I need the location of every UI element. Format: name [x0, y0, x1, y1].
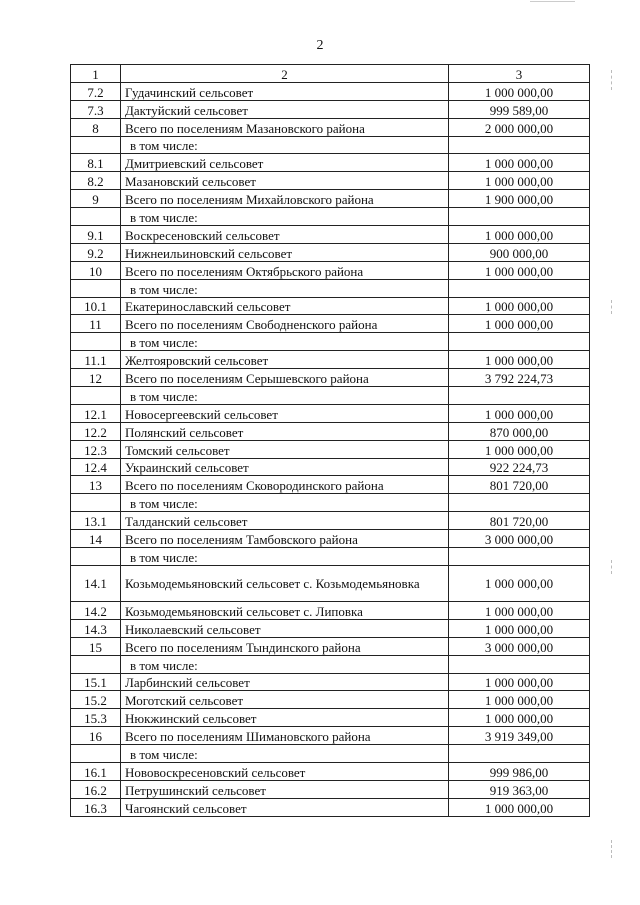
- row-amount-cell: [449, 494, 590, 512]
- row-number-cell: 8.1: [71, 154, 121, 172]
- row-name-cell: Всего по поселениям Тындинского района: [121, 637, 449, 655]
- row-name-cell: Всего по поселениям Октябрьского района: [121, 261, 449, 279]
- row-name-cell: Ларбинский сельсовет: [121, 673, 449, 691]
- row-amount-cell: 3 919 349,00: [449, 727, 590, 745]
- row-amount-cell: 919 363,00: [449, 780, 590, 798]
- table-row: [71, 673, 590, 691]
- row-number-cell: 15.2: [71, 691, 121, 709]
- scan-artifact: [611, 70, 612, 90]
- row-number-cell: 14: [71, 530, 121, 548]
- row-amount-cell: 999 986,00: [449, 762, 590, 780]
- row-name-cell: в том числе:: [121, 387, 449, 405]
- row-name-cell: Козьмодемьяновский сельсовет с. Козьмодемьяновка: [121, 565, 449, 601]
- table-body: [71, 65, 590, 817]
- row-name-cell: Моготский сельсовет: [121, 691, 449, 709]
- table-row: [71, 315, 590, 333]
- row-amount-cell: 1 000 000,00: [449, 709, 590, 727]
- table-row: [71, 172, 590, 190]
- row-name-cell: Екатеринославский сельсовет: [121, 297, 449, 315]
- table-row: [71, 762, 590, 780]
- row-name-cell: Петрушинский сельсовет: [121, 780, 449, 798]
- row-name-cell: в том числе:: [121, 333, 449, 351]
- table-row: [71, 261, 590, 279]
- row-number-cell: 16.1: [71, 762, 121, 780]
- table-row: [71, 100, 590, 118]
- table-row: [71, 333, 590, 351]
- header-col-3: 3: [449, 65, 590, 83]
- row-number-cell: 12.3: [71, 440, 121, 458]
- row-number-cell: 12: [71, 369, 121, 387]
- header-col-1: 1: [71, 65, 121, 83]
- row-name-cell: Нижнеильиновский сельсовет: [121, 243, 449, 261]
- row-number-cell: 13: [71, 476, 121, 494]
- table-header-row: [71, 65, 590, 83]
- row-name-cell: Всего по поселениям Сковородинского района: [121, 476, 449, 494]
- table-row: [71, 780, 590, 798]
- row-name-cell: Томский сельсовет: [121, 440, 449, 458]
- row-amount-cell: 900 000,00: [449, 243, 590, 261]
- row-amount-cell: 870 000,00: [449, 422, 590, 440]
- scan-artifact: [530, 1, 575, 2]
- row-name-cell: Нововоскресеновский сельсовет: [121, 762, 449, 780]
- row-amount-cell: 1 000 000,00: [449, 619, 590, 637]
- table-row: [71, 297, 590, 315]
- row-number-cell: [71, 387, 121, 405]
- row-name-cell: Козьмодемьяновский сельсовет с. Липовка: [121, 601, 449, 619]
- table-row: [71, 190, 590, 208]
- table-row: [71, 136, 590, 154]
- row-number-cell: 10: [71, 261, 121, 279]
- table-row: [71, 494, 590, 512]
- row-name-cell: Всего по поселениям Михайловского района: [121, 190, 449, 208]
- table-row: [71, 530, 590, 548]
- row-number-cell: 15.1: [71, 673, 121, 691]
- row-name-cell: Мазановский сельсовет: [121, 172, 449, 190]
- row-number-cell: [71, 208, 121, 226]
- row-amount-cell: [449, 136, 590, 154]
- row-amount-cell: 922 224,73: [449, 458, 590, 476]
- row-number-cell: [71, 494, 121, 512]
- table-row: [71, 709, 590, 727]
- row-number-cell: [71, 745, 121, 763]
- row-number-cell: [71, 136, 121, 154]
- row-name-cell: Всего по поселениям Серышевского района: [121, 369, 449, 387]
- row-name-cell: Чагоянский сельсовет: [121, 798, 449, 816]
- table-row: [71, 279, 590, 297]
- row-number-cell: 15: [71, 637, 121, 655]
- row-name-cell: в том числе:: [121, 494, 449, 512]
- row-amount-cell: 1 900 000,00: [449, 190, 590, 208]
- row-name-cell: в том числе:: [121, 655, 449, 673]
- row-number-cell: 8.2: [71, 172, 121, 190]
- row-number-cell: 8: [71, 118, 121, 136]
- table-row: [71, 82, 590, 100]
- header-col-2: 2: [121, 65, 449, 83]
- row-number-cell: [71, 279, 121, 297]
- row-amount-cell: 1 000 000,00: [449, 82, 590, 100]
- row-amount-cell: 3 000 000,00: [449, 530, 590, 548]
- table-row: [71, 601, 590, 619]
- row-amount-cell: [449, 387, 590, 405]
- table-row: [71, 476, 590, 494]
- row-amount-cell: [449, 279, 590, 297]
- row-number-cell: [71, 655, 121, 673]
- row-number-cell: 13.1: [71, 512, 121, 530]
- row-amount-cell: 1 000 000,00: [449, 297, 590, 315]
- table-row: [71, 387, 590, 405]
- table-row: [71, 565, 590, 601]
- row-amount-cell: 1 000 000,00: [449, 261, 590, 279]
- row-number-cell: 11.1: [71, 351, 121, 369]
- row-amount-cell: 1 000 000,00: [449, 315, 590, 333]
- row-number-cell: 14.1: [71, 565, 121, 601]
- row-name-cell: Желтояровский сельсовет: [121, 351, 449, 369]
- row-number-cell: 7.2: [71, 82, 121, 100]
- row-amount-cell: 1 000 000,00: [449, 154, 590, 172]
- row-number-cell: 7.3: [71, 100, 121, 118]
- row-amount-cell: 1 000 000,00: [449, 798, 590, 816]
- row-name-cell: Всего по поселениям Мазановского района: [121, 118, 449, 136]
- row-amount-cell: 1 000 000,00: [449, 601, 590, 619]
- row-name-cell: Новосергеевский сельсовет: [121, 404, 449, 422]
- row-amount-cell: [449, 333, 590, 351]
- row-number-cell: 9.1: [71, 226, 121, 244]
- row-number-cell: 16: [71, 727, 121, 745]
- table-row: [71, 548, 590, 566]
- row-name-cell: Украинский сельсовет: [121, 458, 449, 476]
- row-name-cell: Дактуйский сельсовет: [121, 100, 449, 118]
- table-row: [71, 440, 590, 458]
- row-amount-cell: [449, 208, 590, 226]
- row-amount-cell: [449, 548, 590, 566]
- row-number-cell: 14.3: [71, 619, 121, 637]
- row-number-cell: [71, 548, 121, 566]
- row-amount-cell: 2 000 000,00: [449, 118, 590, 136]
- row-name-cell: Всего по поселениям Тамбовского района: [121, 530, 449, 548]
- row-name-cell: Полянский сельсовет: [121, 422, 449, 440]
- row-amount-cell: 3 792 224,73: [449, 369, 590, 387]
- table-row: [71, 637, 590, 655]
- row-number-cell: 9: [71, 190, 121, 208]
- row-amount-cell: 1 000 000,00: [449, 226, 590, 244]
- row-number-cell: [71, 333, 121, 351]
- row-name-cell: Гудачинский сельсовет: [121, 82, 449, 100]
- row-amount-cell: 801 720,00: [449, 476, 590, 494]
- table-row: [71, 798, 590, 816]
- table-row: [71, 691, 590, 709]
- table-row: [71, 404, 590, 422]
- row-name-cell: Воскресеновский сельсовет: [121, 226, 449, 244]
- row-name-cell: в том числе:: [121, 745, 449, 763]
- row-amount-cell: 1 000 000,00: [449, 691, 590, 709]
- table-row: [71, 727, 590, 745]
- scan-artifact: [611, 840, 612, 858]
- row-name-cell: Всего по поселениям Шимановского района: [121, 727, 449, 745]
- allocation-table: [70, 64, 590, 817]
- row-amount-cell: 1 000 000,00: [449, 351, 590, 369]
- row-number-cell: 16.2: [71, 780, 121, 798]
- row-amount-cell: 999 589,00: [449, 100, 590, 118]
- row-name-cell: в том числе:: [121, 279, 449, 297]
- table-row: [71, 422, 590, 440]
- row-number-cell: 15.3: [71, 709, 121, 727]
- table-row: [71, 154, 590, 172]
- table-row: [71, 226, 590, 244]
- row-number-cell: 16.3: [71, 798, 121, 816]
- table-row: [71, 745, 590, 763]
- row-amount-cell: 801 720,00: [449, 512, 590, 530]
- page-number: 2: [316, 38, 324, 53]
- row-amount-cell: [449, 745, 590, 763]
- row-number-cell: 11: [71, 315, 121, 333]
- row-name-cell: в том числе:: [121, 208, 449, 226]
- row-name-cell: в том числе:: [121, 136, 449, 154]
- row-amount-cell: 1 000 000,00: [449, 565, 590, 601]
- row-amount-cell: 1 000 000,00: [449, 172, 590, 190]
- row-amount-cell: 3 000 000,00: [449, 637, 590, 655]
- row-name-cell: в том числе:: [121, 548, 449, 566]
- row-number-cell: 12.2: [71, 422, 121, 440]
- table-row: [71, 655, 590, 673]
- scan-artifact: [611, 300, 612, 314]
- row-name-cell: Талданский сельсовет: [121, 512, 449, 530]
- table-row: [71, 512, 590, 530]
- row-name-cell: Всего по поселениям Свободненского района: [121, 315, 449, 333]
- table-row: [71, 208, 590, 226]
- table-row: [71, 458, 590, 476]
- row-number-cell: 9.2: [71, 243, 121, 261]
- row-amount-cell: 1 000 000,00: [449, 673, 590, 691]
- row-name-cell: Дмитриевский сельсовет: [121, 154, 449, 172]
- table-row: [71, 351, 590, 369]
- scan-artifact: [611, 560, 612, 574]
- row-name-cell: Нюкжинский сельсовет: [121, 709, 449, 727]
- row-name-cell: Николаевский сельсовет: [121, 619, 449, 637]
- row-number-cell: 12.4: [71, 458, 121, 476]
- table-row: [71, 369, 590, 387]
- row-number-cell: 10.1: [71, 297, 121, 315]
- row-number-cell: 14.2: [71, 601, 121, 619]
- table-row: [71, 118, 590, 136]
- row-amount-cell: 1 000 000,00: [449, 440, 590, 458]
- row-amount-cell: 1 000 000,00: [449, 404, 590, 422]
- row-number-cell: 12.1: [71, 404, 121, 422]
- table-row: [71, 243, 590, 261]
- table-row: [71, 619, 590, 637]
- row-amount-cell: [449, 655, 590, 673]
